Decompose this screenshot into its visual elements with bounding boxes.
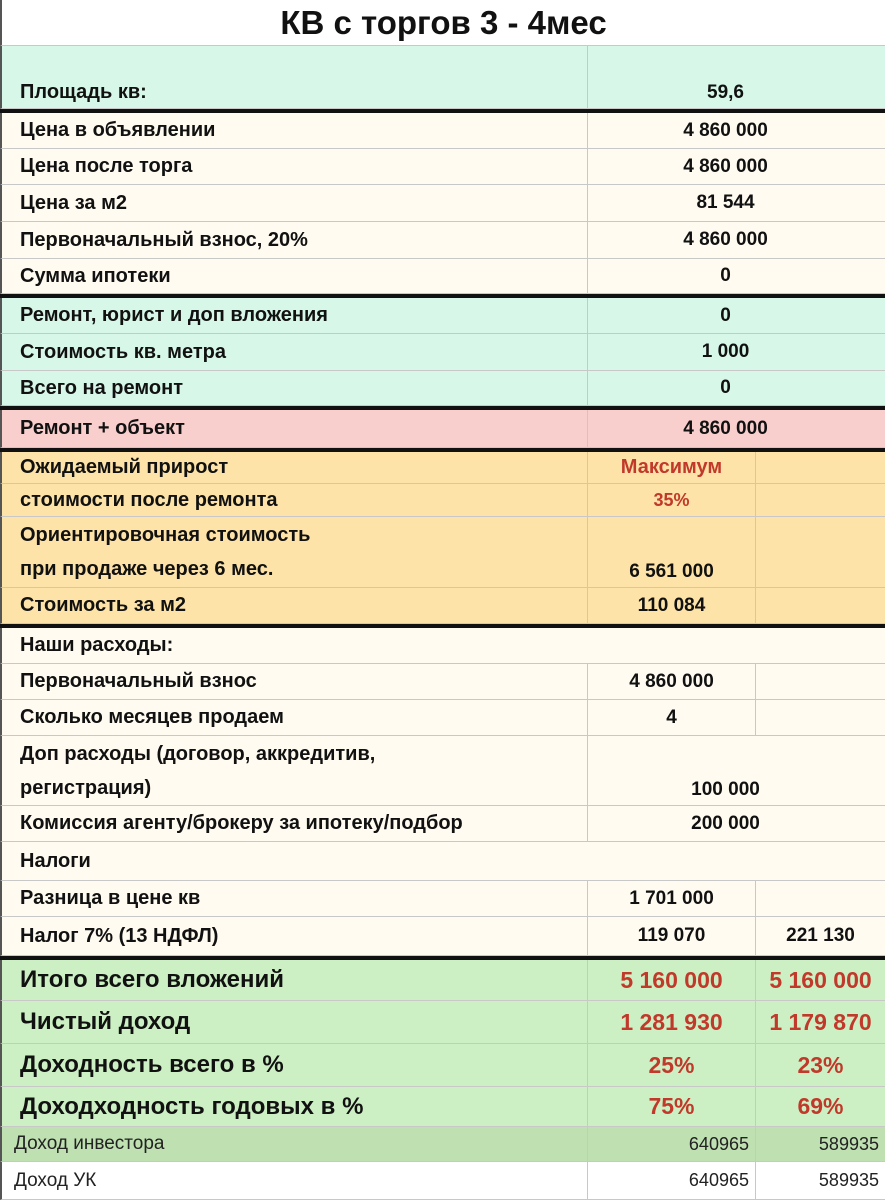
value-yield[interactable]: 25% (588, 1044, 756, 1087)
value-price-m2[interactable]: 81 544 (588, 185, 885, 222)
row-list-price (0, 109, 885, 149)
row-sale-estimate (0, 517, 885, 588)
row-mortgage (0, 259, 885, 294)
label-investor[interactable]: Доход инвестора (0, 1127, 588, 1162)
row-repair-object (0, 406, 885, 448)
row-annual (0, 1087, 885, 1127)
cell-growth-empty-1[interactable] (756, 452, 885, 484)
value-net-b[interactable]: 1 179 870 (756, 1001, 885, 1044)
label-uk[interactable]: Доход УК (0, 1162, 588, 1200)
label-commission[interactable]: Комиссия агенту/брокеру за ипотеку/подбор (0, 806, 588, 842)
row-uk (0, 1162, 885, 1200)
value-down-payment[interactable]: 4 860 000 (588, 222, 885, 259)
cell-our-down-empty[interactable] (756, 664, 885, 700)
value-tax[interactable]: 119 070 (588, 917, 756, 956)
row-sale-m2 (0, 588, 885, 624)
row-yield (0, 1044, 885, 1087)
label-area[interactable]: Площадь кв: (0, 46, 588, 109)
label-repair-total[interactable]: Всего на ремонт (0, 371, 588, 406)
value-uk-b[interactable]: 589935 (756, 1162, 885, 1200)
label-extra[interactable] (0, 736, 588, 806)
label-mortgage[interactable]: Сумма ипотеки (0, 259, 588, 294)
row-repair-total (0, 371, 885, 406)
row-price-diff (0, 881, 885, 917)
row-price-m2 (0, 185, 885, 222)
value-price-after[interactable]: 4 860 000 (588, 149, 885, 185)
value-sqm-cost[interactable]: 1 000 (588, 334, 885, 371)
label-price-after[interactable]: Цена после торга (0, 149, 588, 185)
value-yield-b[interactable]: 23% (756, 1044, 885, 1087)
cell-months-empty[interactable] (756, 700, 885, 736)
value-repair-total[interactable]: 0 (588, 371, 885, 406)
label-growth-2[interactable]: стоимости после ремонта (0, 484, 588, 517)
cell-price-diff-empty[interactable] (756, 881, 885, 917)
value-extra[interactable]: 100 000 (588, 736, 885, 806)
row-repair (0, 294, 885, 334)
value-total[interactable]: 5 160 000 (588, 960, 756, 1001)
label-our-costs[interactable]: Наши расходы: (0, 628, 885, 664)
value-area[interactable]: 59,6 (588, 46, 885, 109)
label-yield[interactable]: Доходность всего в % (0, 1044, 588, 1087)
row-extra (0, 736, 885, 806)
row-sqm-cost (0, 334, 885, 371)
value-mortgage[interactable]: 0 (588, 259, 885, 294)
row-tax (0, 917, 885, 956)
row-price-after (0, 149, 885, 185)
row-total (0, 956, 885, 1001)
label-repair[interactable]: Ремонт, юрист и доп вложения (0, 298, 588, 334)
sheet-title: КВ с торгов 3 - 4мес (0, 0, 885, 46)
label-tax[interactable]: Налог 7% (13 НДФЛ) (0, 917, 588, 956)
label-extra-line2: регистрация) (20, 776, 152, 799)
row-taxes (0, 842, 885, 881)
row-months (0, 700, 885, 736)
value-net[interactable]: 1 281 930 (588, 1001, 756, 1044)
cell-growth-empty-2[interactable] (756, 484, 885, 517)
label-price-m2[interactable]: Цена за м2 (0, 185, 588, 222)
row-area (0, 46, 885, 109)
label-down-payment[interactable]: Первоначальный взнос, 20% (0, 222, 588, 259)
value-our-down[interactable]: 4 860 000 (588, 664, 756, 700)
label-taxes[interactable]: Налоги (0, 842, 885, 881)
label-our-down[interactable]: Первоначальный взнос (0, 664, 588, 700)
value-total-b[interactable]: 5 160 000 (756, 960, 885, 1001)
row-growth-1 (0, 448, 885, 484)
label-price-diff[interactable]: Разница в цене кв (0, 881, 588, 917)
row-investor (0, 1127, 885, 1162)
label-repair-object[interactable]: Ремонт + объект (0, 410, 588, 448)
label-extra-line1: Доп расходы (договор, аккредитив, (20, 742, 376, 765)
cell-sale-empty[interactable] (756, 517, 885, 588)
label-sale-estimate-line2: при продаже через 6 мес. (20, 558, 274, 580)
value-growth-max[interactable]: Максимум (588, 452, 756, 484)
row-down-payment (0, 222, 885, 259)
row-net (0, 1001, 885, 1044)
value-sale-m2[interactable]: 110 084 (588, 588, 756, 624)
row-our-costs (0, 624, 885, 664)
value-uk[interactable]: 640965 (588, 1162, 756, 1200)
value-sale-estimate[interactable]: 6 561 000 (588, 517, 756, 588)
value-growth-pct[interactable]: 35% (588, 484, 756, 517)
value-investor-b[interactable]: 589935 (756, 1127, 885, 1162)
label-sale-estimate[interactable] (0, 517, 588, 588)
value-list-price[interactable]: 4 860 000 (588, 113, 885, 149)
row-our-down (0, 664, 885, 700)
row-commission (0, 806, 885, 842)
label-total[interactable]: Итого всего вложений (0, 960, 588, 1001)
label-sale-m2[interactable]: Стоимость за м2 (0, 588, 588, 624)
value-tax-b[interactable]: 221 130 (756, 917, 885, 956)
value-months[interactable]: 4 (588, 700, 756, 736)
label-months[interactable]: Сколько месяцев продаем (0, 700, 588, 736)
value-repair[interactable]: 0 (588, 298, 885, 334)
value-commission[interactable]: 200 000 (588, 806, 885, 842)
value-annual-b[interactable]: 69% (756, 1087, 885, 1127)
label-growth-1[interactable]: Ожидаемый прирост (0, 452, 588, 484)
value-repair-object[interactable]: 4 860 000 (588, 410, 885, 448)
label-list-price[interactable]: Цена в объявлении (0, 113, 588, 149)
cell-sale-m2-empty[interactable] (756, 588, 885, 624)
value-annual[interactable]: 75% (588, 1087, 756, 1127)
label-annual[interactable]: Доходходность годовых в % (0, 1087, 588, 1127)
label-net[interactable]: Чистый доход (0, 1001, 588, 1044)
value-investor[interactable]: 640965 (588, 1127, 756, 1162)
label-sqm-cost[interactable]: Стоимость кв. метра (0, 334, 588, 371)
row-growth-2 (0, 484, 885, 517)
label-sale-estimate-line1: Ориентировочная стоимость (20, 524, 311, 546)
value-price-diff[interactable]: 1 701 000 (588, 881, 756, 917)
